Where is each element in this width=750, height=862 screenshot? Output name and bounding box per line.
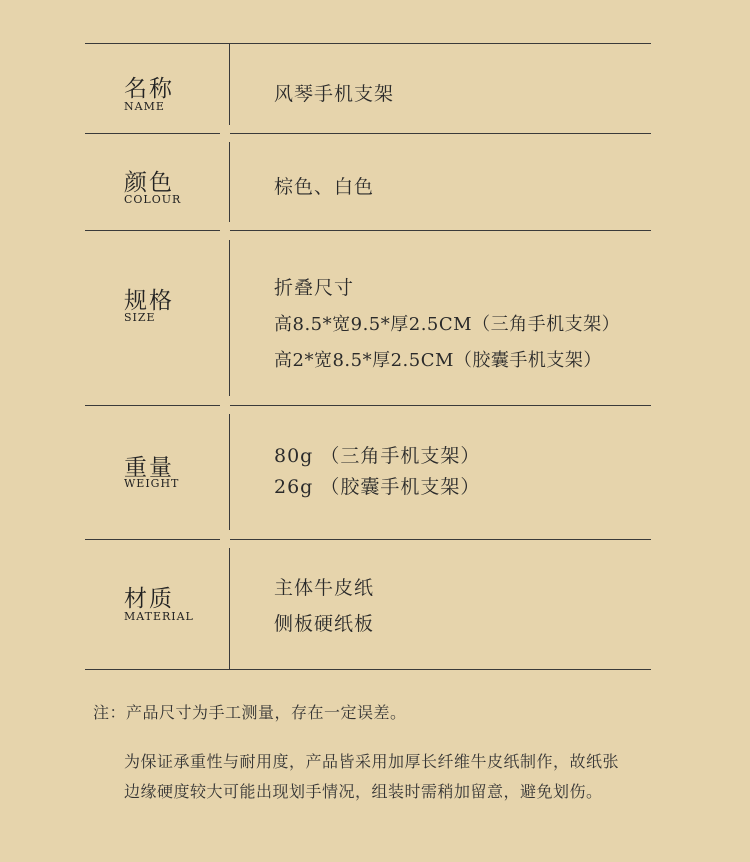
row-value-size-line3: 高2*宽8.5*厚2.5CM（胶囊手机支架）: [274, 350, 602, 371]
column-divider: [229, 43, 230, 125]
row-label-size-en: SIZE: [124, 311, 156, 324]
row-label-weight: 重量: [124, 455, 174, 481]
note-line-3: 边缘硬度较大可能出现划手情况，组装时需稍加留意，避免划伤。: [124, 782, 603, 801]
row-label-name-en: NAME: [124, 100, 165, 113]
note-line-1: 注：产品尺寸为手工测量，存在一定误差。: [93, 703, 407, 722]
column-divider: [229, 548, 230, 669]
row-value-size-line2: 高8.5*宽9.5*厚2.5CM（三角手机支架）: [274, 314, 621, 335]
row-label-material: 材质: [124, 586, 174, 612]
row-value-size-line1: 折叠尺寸: [274, 277, 355, 299]
row-value-colour: 棕色、白色: [274, 176, 375, 198]
row-divider: [85, 405, 220, 406]
row-value-material-line2: 侧板硬纸板: [274, 613, 375, 635]
row-value-weight-line2: 26g （胶囊手机支架）: [274, 476, 481, 498]
row-label-colour: 颜色: [124, 170, 174, 196]
note-line-2: 为保证承重性与耐用度，产品皆采用加厚长纤维牛皮纸制作，故纸张: [124, 752, 620, 771]
row-divider: [230, 230, 651, 231]
table-bottom-border: [85, 669, 651, 670]
column-divider: [229, 414, 230, 530]
row-value-material-line1: 主体牛皮纸: [274, 577, 375, 599]
row-value-weight-line1: 80g （三角手机支架）: [274, 445, 481, 467]
row-label-size: 规格: [124, 288, 174, 314]
row-divider: [85, 230, 220, 231]
row-label-material-en: MATERIAL: [124, 610, 194, 623]
row-label-weight-en: WEIGHT: [124, 477, 180, 490]
row-divider: [85, 133, 220, 134]
row-divider: [230, 539, 651, 540]
table-top-border: [85, 43, 651, 44]
column-divider: [229, 240, 230, 396]
column-divider: [229, 142, 230, 222]
row-label-colour-en: COLOUR: [124, 193, 182, 206]
row-divider: [85, 539, 220, 540]
row-divider: [230, 133, 651, 134]
row-label-name: 名称: [124, 76, 174, 102]
row-divider: [230, 405, 651, 406]
row-value-name: 风琴手机支架: [274, 83, 395, 105]
